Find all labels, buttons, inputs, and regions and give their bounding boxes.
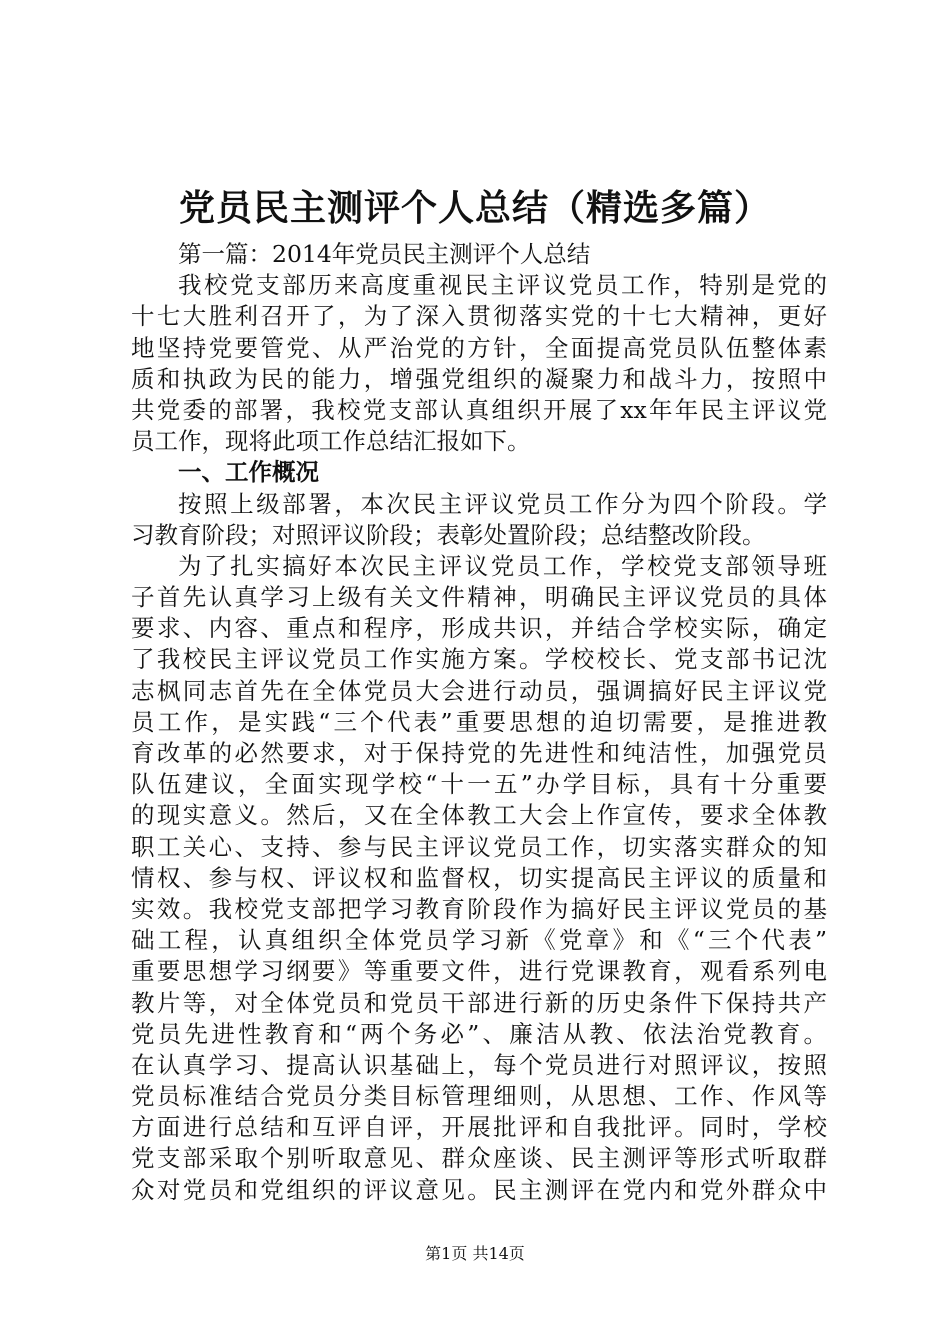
text-line: 在认真学习、提高认识基础上，每个党员进行对照评议，按照 (131, 1050, 827, 1079)
text-line: 方面进行总结和互评自评，开展批评和自我批评。同时，学校 (131, 1113, 827, 1142)
text-line: 了我校民主评议党员工作实施方案。学校校长、党支部书记沈 (131, 645, 827, 674)
text-line: 志枫同志首先在全体党员大会进行动员，强调搞好民主评议党 (131, 676, 827, 705)
text-line: 地坚持党要管党、从严治党的方针，全面提高党员队伍整体素 (131, 333, 827, 362)
text-line: 的现实意义。然后，又在全体教工大会上作宣传，要求全体教 (131, 801, 827, 830)
text-line: 第一篇：2014年党员民主测评个人总结 (178, 240, 591, 268)
document-body (131, 239, 827, 1206)
text-line: 队伍建议，全面实现学校“十一五”办学目标，具有十分重要 (131, 770, 827, 799)
text-line: 习教育阶段；对照评议阶段；表彰处置阶段；总结整改阶段。 (131, 520, 766, 549)
text-line: 党员先进性教育和“两个务必”、廉洁从教、依法治党教育。 (131, 1019, 827, 1048)
text-line: 党员标准结合党员分类目标管理细则，从思想、工作、作风等 (131, 1082, 827, 1111)
text-line: 十七大胜利召开了，为了深入贯彻落实党的十七大精神，更好 (131, 302, 827, 331)
page-title: 党员民主测评个人总结（精选多篇） (178, 187, 771, 229)
text-line: 员工作，现将此项工作总结汇报如下。 (131, 427, 531, 456)
text-line: 按照上级部署，本次民主评议党员工作分为四个阶段。学 (178, 489, 827, 518)
text-line: 共党委的部署，我校党支部认真组织开展了xx年年民主评议党 (131, 395, 827, 424)
text-line: 础工程，认真组织全体党员学习新《党章》和《“三个代表” (131, 926, 827, 955)
text-line: 职工关心、支持、参与民主评议党员工作，切实落实群众的知 (131, 832, 827, 861)
text-line: 教片等，对全体党员和党员干部进行新的历史条件下保持共产 (131, 988, 827, 1017)
text-line: 党支部采取个别听取意见、群众座谈、民主测评等形式听取群 (131, 1144, 827, 1173)
text-line: 子首先认真学习上级有关文件精神，明确民主评议党员的具体 (131, 583, 827, 612)
text-line: 情权、参与权、评议权和监督权，切实提高民主评议的质量和 (131, 863, 827, 892)
text-line: 要求、内容、重点和程序，形成共识，并结合学校实际，确定 (131, 614, 827, 643)
section-heading: 一、工作概况 (178, 458, 319, 487)
page-footer: 第1页 共14页 (425, 1244, 525, 1263)
text-line: 员工作，是实践“三个代表”重要思想的迫切需要，是推进教 (131, 707, 827, 736)
text-line: 育改革的必然要求，对于保持党的先进性和纯洁性，加强党员 (131, 739, 827, 767)
text-line: 我校党支部历来高度重视民主评议党员工作，特别是党的 (178, 271, 827, 300)
text-line: 为了扎实搞好本次民主评议党员工作，学校党支部领导班 (178, 551, 827, 580)
text-line: 实效。我校党支部把学习教育阶段作为搞好民主评议党员的基 (131, 894, 827, 923)
text-line: 质和执政为民的能力，增强党组织的凝聚力和战斗力，按照中 (131, 364, 827, 393)
text-line: 众对党员和党组织的评议意见。民主测评在党内和党外群众中 (131, 1175, 827, 1204)
text-line: 重要思想学习纲要》等重要文件，进行党课教育，观看系列电 (131, 957, 827, 986)
